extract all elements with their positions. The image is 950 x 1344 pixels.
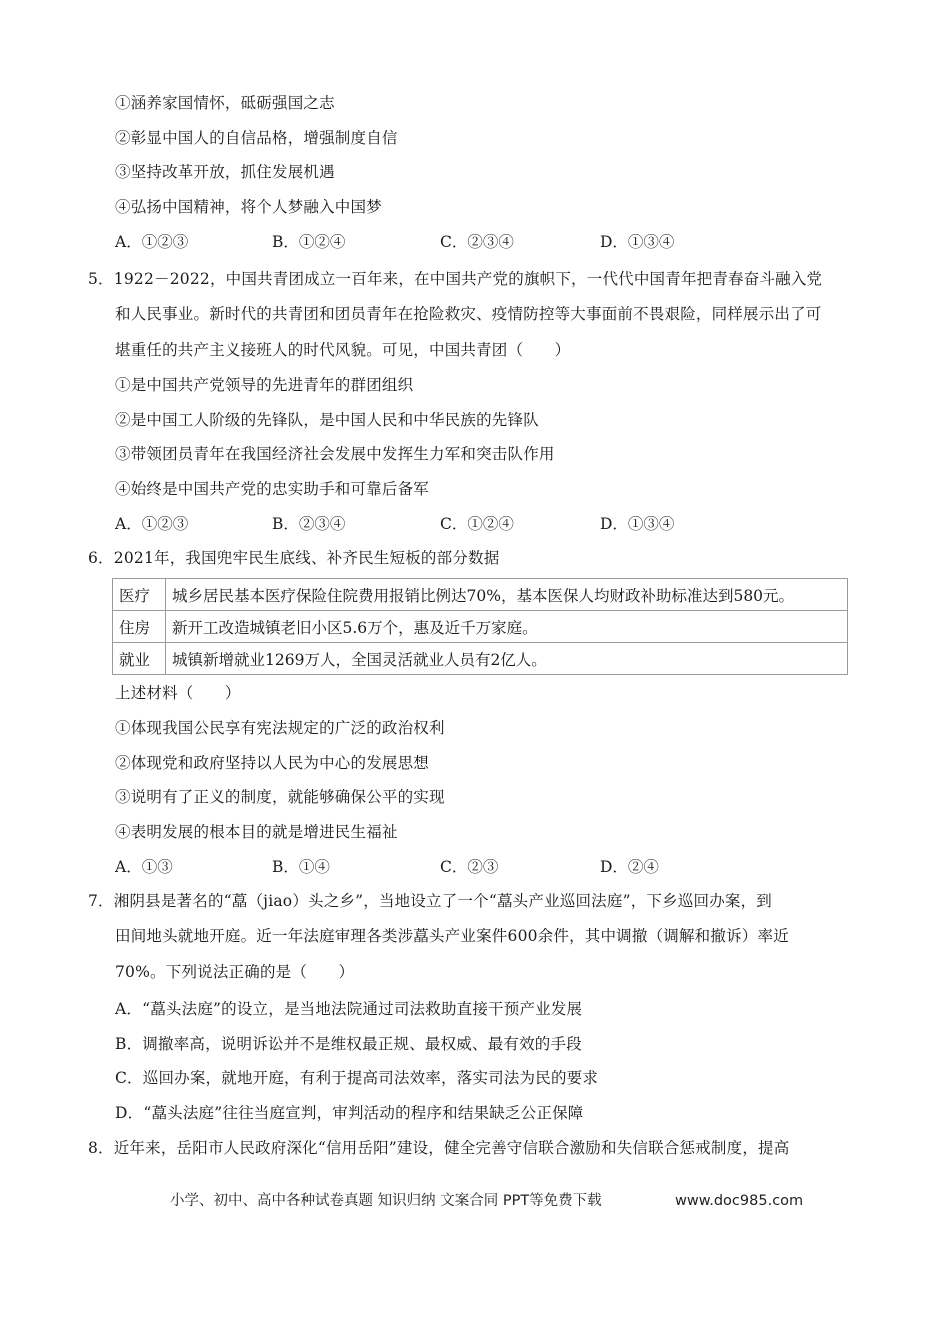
q4-item-3: ③坚持改革开放，抓住发展机遇	[115, 163, 335, 181]
q6-prompt: 上述材料（ ）	[115, 684, 241, 702]
table-cell-category: 医疗	[113, 579, 166, 611]
q6-stem: 6．2021年，我国兜牢民生底线、补齐民生短板的部分数据	[88, 549, 500, 567]
q7-choice-a[interactable]: A．“藠头法庭”的设立，是当地法院通过司法救助直接干预产业发展	[115, 1000, 583, 1018]
table-row	[113, 643, 848, 675]
q6-option-a[interactable]: A．①③	[115, 858, 173, 876]
table-row	[113, 579, 848, 611]
q7-choice-b[interactable]: B．调撤率高，说明诉讼并不是维权最正规、最权威、最有效的手段	[115, 1035, 582, 1053]
page-footer	[0, 1186, 950, 1216]
q5-item-1: ①是中国共产党领导的先进青年的群团组织	[115, 376, 414, 394]
q6-item-4: ④表明发展的根本目的就是增进民生福祉	[115, 823, 398, 841]
q5-options	[0, 509, 950, 539]
q4-option-a[interactable]: A．①②③	[115, 233, 189, 251]
q5-item-3: ③带领团员青年在我国经济社会发展中发挥生力军和突击队作用	[115, 445, 555, 463]
q6-option-d[interactable]: D．②④	[600, 858, 659, 876]
table-row	[113, 611, 848, 643]
table-cell-value: 城乡居民基本医疗保险住院费用报销比例达70%，基本医保人均财政补助标准达到580元。	[166, 579, 848, 611]
q5-item-2: ②是中国工人阶级的先锋队，是中国人民和中华民族的先锋队	[115, 411, 539, 429]
table-cell-category: 就业	[113, 643, 166, 675]
q5-stem-line-1: 5．1922－2022，中国共青团成立一百年来，在中国共产党的旗帜下，一代代中国青年把青春奋斗融入党	[88, 270, 823, 288]
q6-item-3: ③说明有了正义的制度，就能够确保公平的实现	[115, 788, 445, 806]
q7-stem-line-1: 7．湘阴县是著名的“藠（jiao）头之乡”，当地设立了一个“藠头产业巡回法庭”，下乡巡回办案，到	[88, 892, 772, 910]
q7-choice-d[interactable]: D．“藠头法庭”往往当庭宣判，审判活动的程序和结果缺乏公正保障	[115, 1104, 584, 1122]
q8-stem-line-1: 8．近年来，岳阳市人民政府深化“信用岳阳”建设，健全完善守信联合激励和失信联合惩戒制度，提高	[88, 1139, 790, 1157]
q6-item-1: ①体现我国公民享有宪法规定的广泛的政治权利	[115, 719, 445, 737]
q5-stem-line-3: 堪重任的共产主义接班人的时代风貌。可见，中国共青团（ ）	[115, 341, 571, 359]
q5-option-b[interactable]: B．②③④	[272, 515, 346, 533]
q6-option-b[interactable]: B．①④	[272, 858, 330, 876]
q5-item-4: ④始终是中国共产党的忠实助手和可靠后备军	[115, 480, 430, 498]
q6-data-table	[112, 578, 848, 675]
table-cell-category: 住房	[113, 611, 166, 643]
q6-item-2: ②体现党和政府坚持以人民为中心的发展思想	[115, 754, 430, 772]
table-cell-value: 城镇新增就业1269万人，全国灵活就业人员有2亿人。	[166, 643, 848, 675]
q4-option-b[interactable]: B．①②④	[272, 233, 346, 251]
q4-item-2: ②彰显中国人的自信品格，增强制度自信	[115, 129, 398, 147]
q6-options	[0, 852, 950, 882]
q5-option-a[interactable]: A．①②③	[115, 515, 189, 533]
table-cell-value: 新开工改造城镇老旧小区5.6万个，惠及近千万家庭。	[166, 611, 848, 643]
q4-option-c[interactable]: C．②③④	[440, 233, 514, 251]
q4-option-d[interactable]: D．①③④	[600, 233, 675, 251]
q4-item-4: ④弘扬中国精神，将个人梦融入中国梦	[115, 198, 382, 216]
q6-option-c[interactable]: C．②③	[440, 858, 499, 876]
q7-choice-c[interactable]: C．巡回办案，就地开庭，有利于提高司法效率，落实司法为民的要求	[115, 1069, 599, 1087]
q5-option-d[interactable]: D．①③④	[600, 515, 675, 533]
q7-stem-line-3: 70%。下列说法正确的是（ ）	[115, 963, 355, 981]
q7-stem-line-2: 田间地头就地开庭。近一年法庭审理各类涉藠头产业案件600余件，其中调撤（调解和撤诉）率近	[115, 927, 789, 945]
q4-options	[0, 227, 950, 257]
footer-text: 小学、初中、高中各种试卷真题 知识归纳 文案合同 PPT等免费下载	[170, 1193, 602, 1209]
q5-stem-line-2: 和人民事业。新时代的共青团和团员青年在抢险救灾、疫情防控等大事面前不畏艰险，同样展示出了可	[115, 305, 822, 323]
footer-link[interactable]: www.doc985.com	[675, 1193, 804, 1209]
q5-option-c[interactable]: C．①②④	[440, 515, 514, 533]
q4-item-1: ①涵养家国情怀，砥砺强国之志	[115, 94, 335, 112]
